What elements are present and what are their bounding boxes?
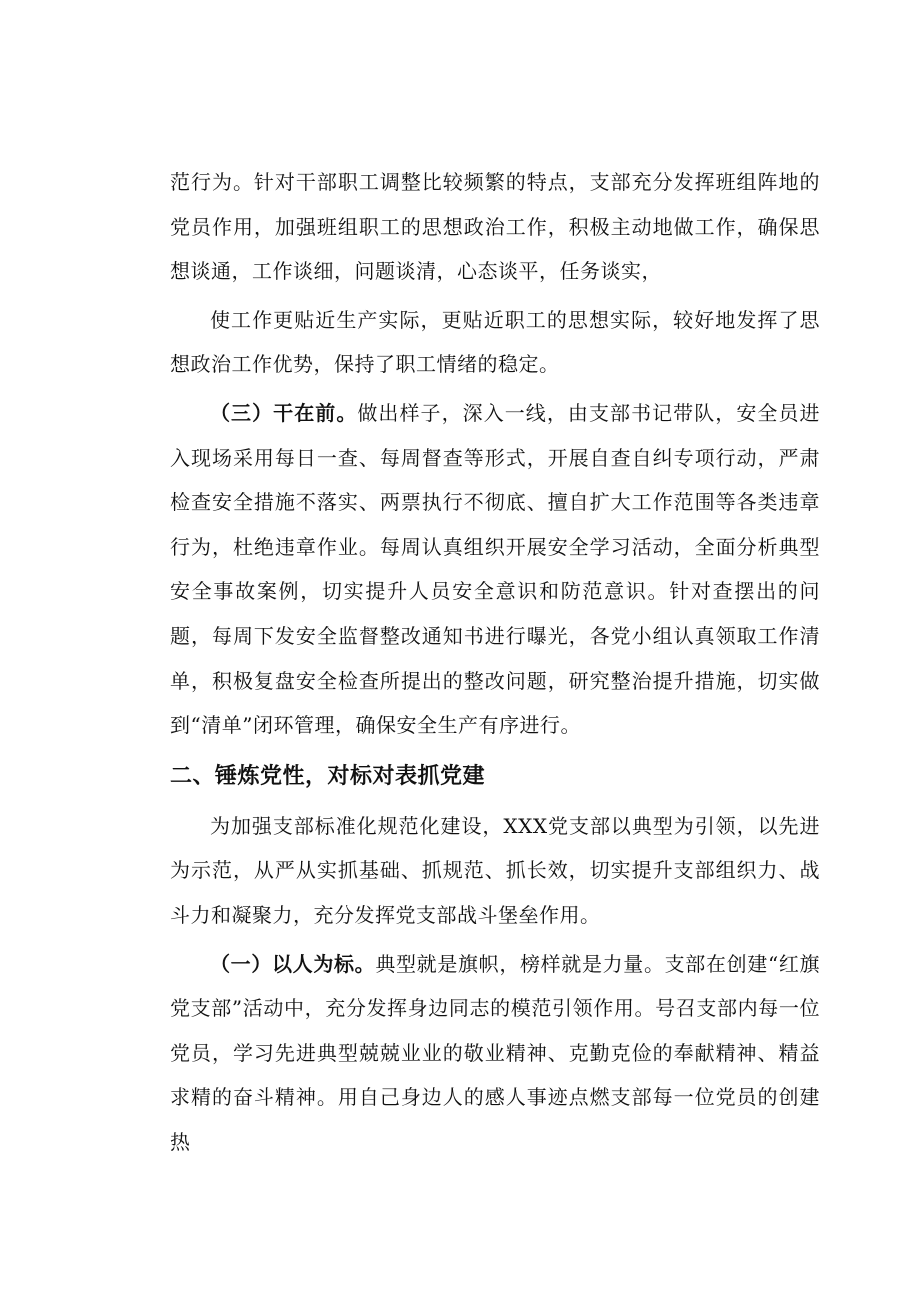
section-heading-2: 二、锤炼党性，对标对表抓党建 <box>170 763 486 789</box>
paragraph-5-lead: （一）以人为标。 <box>210 951 376 976</box>
paragraph-5 <box>170 942 820 1165</box>
paragraph-5-body: 典型就是旗帜，榜样就是力量。支部在创建“红旗党支部”活动中，充分发挥身边同志的模范引领作用。号召支部内每一位党员，学习先进典型兢兢业业的敬业精神、克勤克俭的奉献精神、精益求精的奋斗精神。用自己身边人的感人事迹点燃支部每一位党员的创建热 <box>170 951 821 1154</box>
document-body <box>170 160 820 1164</box>
paragraph-3 <box>170 391 820 748</box>
paragraph-1: 范行为。针对干部职工调整比较频繁的特点，支部充分发挥班组阵地的党员作用，加强班组职工的思想政治工作，积极主动地做工作，确保思想谈通，工作谈细，问题谈清，心态谈平，任务谈实， <box>170 170 820 284</box>
paragraph-3-body: 做出样子，深入一线，由支部书记带队，安全员进入现场采用每日一查、每周督查等形式，开展自查自纠专项行动，严肃检查安全措施不落实、两票执行不彻底、擅自扩大工作范围等各类违章行为，杜绝违章作业。每周认真组织开展安全学习活动，全面分析典型安全事故案例，切实提升人员安全意识和防范意识。针对查摆出的问题，每周下发安全监督整改通知书进行曝光，各党小组认真领取工作清单，积极复盘安全检查所提出的整改问题，研究整治提升措施，切实做到“清单”闭环管理，确保安全生产有序进行。 <box>170 400 820 738</box>
paragraph-2: 使工作更贴近生产实际，更贴近职工的思想实际，较好地发挥了思想政治工作优势，保持了职工情绪的稳定。 <box>170 307 820 377</box>
paragraph-4: 为加强支部标准化规范化建设，XXX党支部以典型为引领，以先进为示范，从严从实抓基础、抓规范、抓长效，切实提升支部组织力、战斗力和凝聚力，充分发挥党支部战斗堡垒作用。 <box>170 813 820 927</box>
paragraph-3-lead: （三）干在前。 <box>210 400 358 425</box>
